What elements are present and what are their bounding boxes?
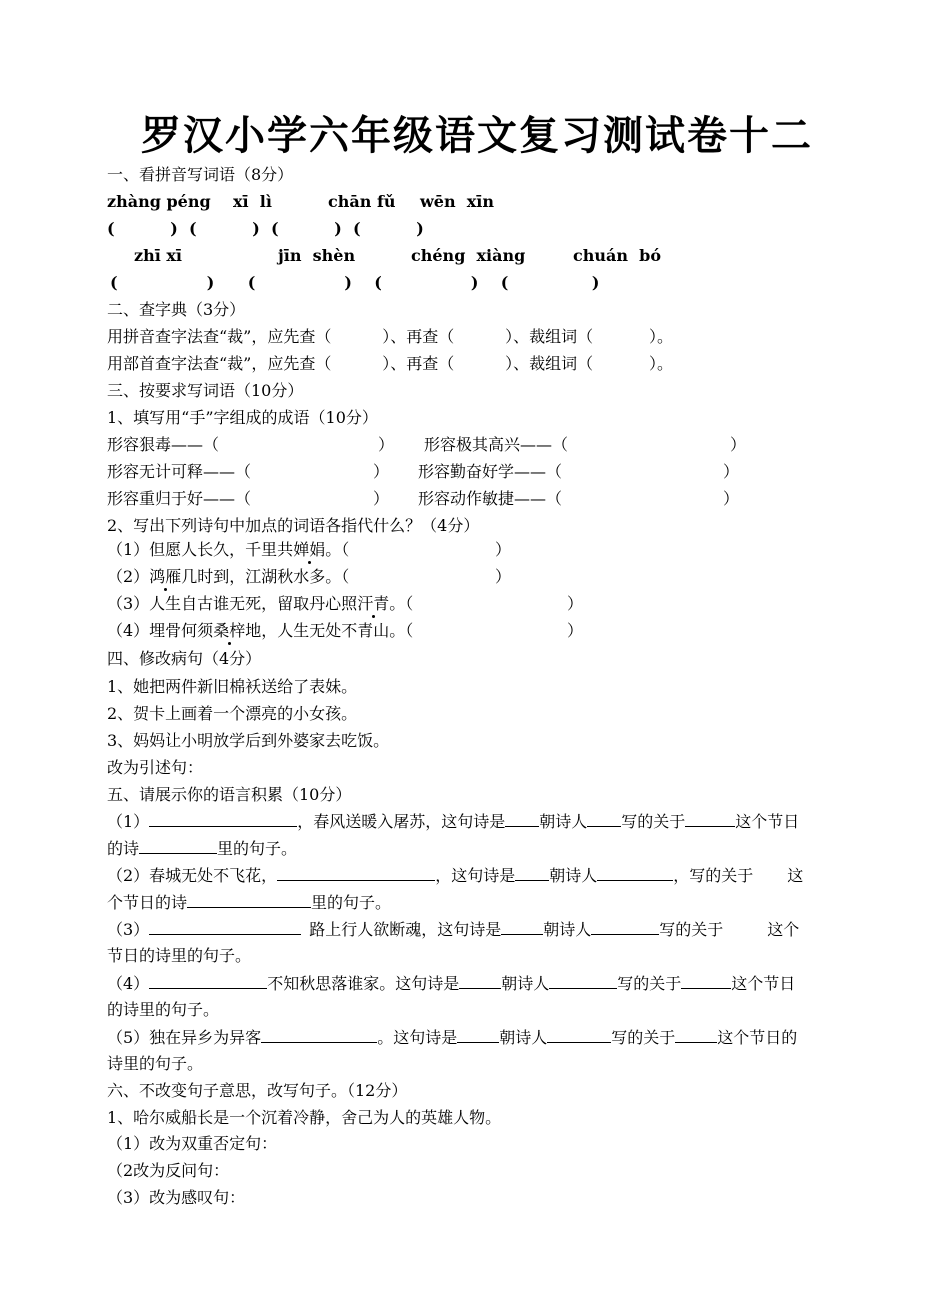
- dictionary-radical-line[interactable]: 用部首查字法查“裁”，应先查（ ）、再查（ ）、裁组词（ ）。: [107, 354, 674, 373]
- answer-parens-row1[interactable]: ( ) ( ) ( ) ( ): [107, 219, 424, 238]
- answer-blank[interactable]: [597, 864, 673, 881]
- poem-text: 。（: [325, 540, 350, 559]
- pinyin-2: xī lì: [233, 192, 272, 211]
- poem-blank-4-cont: 的诗里的句子。: [107, 1000, 220, 1019]
- idiom-prompt: 形容无计可释——（: [107, 462, 252, 481]
- idiom-prompt: 形容动作敏捷——（: [418, 489, 563, 508]
- poem-line-4: [107, 620, 413, 642]
- section-2-heading: 二、查字典（3分）: [107, 300, 246, 319]
- close-paren: ）: [730, 435, 747, 454]
- close-paren: ）: [723, 462, 740, 481]
- section-3-heading: 三、按要求写词语（10分）: [107, 381, 304, 400]
- question-3-1: 1、填写用“手”字组成的成语（10分）: [107, 408, 378, 427]
- poem-text: （4）埋骨何须: [107, 621, 214, 640]
- text: 这个节日: [731, 974, 796, 993]
- poem-blank-1[interactable]: [107, 810, 799, 833]
- answer-blank[interactable]: [459, 972, 501, 989]
- idiom-prompt: 形容极其高兴——（: [424, 435, 569, 454]
- idiom-prompt: 形容狠毒——（: [107, 435, 220, 454]
- page-title: 罗汉小学六年级语文复习测试卷十二: [141, 112, 813, 159]
- pinyin-3: chān fǔ: [328, 192, 396, 211]
- answer-blank[interactable]: [149, 972, 267, 989]
- rewrite-rhetorical-question[interactable]: （2改为反问句：: [107, 1161, 230, 1180]
- question-3-2: 2、写出下列诗句中加点的词语各指代什么？（4分）: [107, 516, 480, 535]
- text: （5）独在异乡为异客: [107, 1028, 262, 1047]
- pinyin-6: jīn shèn: [278, 246, 356, 265]
- text: （4）: [107, 974, 150, 993]
- sentence-1: 1、她把两件新旧棉袄送给了表妹。: [107, 677, 358, 696]
- idiom-prompt: 形容重归于好——（: [107, 489, 252, 508]
- text: 不知秋思落谁家。这句诗是: [267, 974, 460, 993]
- text: 个节日的诗: [107, 893, 188, 912]
- text: 这个节日: [735, 812, 800, 831]
- text: 这个: [767, 920, 800, 939]
- pinyin-4: wēn xīn: [420, 192, 494, 211]
- text: 写的关于: [617, 974, 682, 993]
- answer-blank[interactable]: [457, 1026, 499, 1043]
- text: 这: [787, 866, 804, 885]
- answer-blank[interactable]: [681, 972, 731, 989]
- dictionary-pinyin-line[interactable]: 用拼音查字法查“裁”，应先查（ ）、再查（ ）、裁组词（ ）。: [107, 327, 674, 346]
- text: 写的关于: [621, 812, 686, 831]
- text: （2）春城无处不飞花，: [107, 866, 278, 885]
- text: 里的句子。: [217, 839, 298, 858]
- answer-blank[interactable]: [549, 972, 617, 989]
- answer-blank[interactable]: [149, 810, 297, 827]
- text: 这个节日的: [717, 1028, 798, 1047]
- pinyin-5: zhī xī: [134, 246, 182, 265]
- text: 的诗: [107, 839, 140, 858]
- poem-line-3: [107, 593, 413, 615]
- poem-blank-1-cont[interactable]: [107, 837, 297, 860]
- poem-blank-5-cont: 诗里的句子。: [107, 1054, 204, 1073]
- text: 朝诗人: [549, 866, 598, 885]
- rewrite-double-negative[interactable]: （1）改为双重否定句：: [107, 1134, 278, 1153]
- dotted-word: 婵娟: [293, 540, 326, 559]
- question-6-1: 1、哈尔威船长是一个沉着冷静，舍己为人的英雄人物。: [107, 1108, 502, 1127]
- text: 写的关于: [611, 1028, 676, 1047]
- sentence-3: 3、妈妈让小明放学后到外婆家去吃饭。: [107, 731, 390, 750]
- text: 朝诗人: [499, 1028, 548, 1047]
- answer-blank[interactable]: [505, 810, 539, 827]
- answer-blank[interactable]: [187, 891, 311, 908]
- poem-text: （2）: [107, 567, 150, 586]
- answer-blank[interactable]: [261, 1026, 377, 1043]
- answer-blank[interactable]: [591, 918, 659, 935]
- poem-line-1: [107, 539, 349, 561]
- poem-blank-2-cont[interactable]: [107, 891, 391, 914]
- pinyin-1: zhàng péng: [107, 192, 211, 211]
- poem-line-2: [107, 566, 349, 588]
- close-paren: ）: [567, 594, 584, 613]
- close-paren: ）: [373, 462, 390, 481]
- text: ，这句诗是: [435, 866, 516, 885]
- poem-blank-3[interactable]: [107, 918, 799, 941]
- poem-blank-2[interactable]: [107, 864, 803, 887]
- pinyin-8: chuán bó: [573, 246, 662, 265]
- text: ，春风送暖入屠苏，这句诗是: [297, 812, 506, 831]
- poem-text: 几时到，江湖秋水多。（: [181, 567, 350, 586]
- answer-parens-row2[interactable]: ( ) ( ) ( ) ( ): [110, 273, 600, 292]
- close-paren: ）: [495, 540, 512, 559]
- dotted-word: 汗青: [357, 594, 390, 613]
- text: 朝诗人: [501, 974, 550, 993]
- poem-blank-5[interactable]: [107, 1026, 797, 1049]
- answer-blank[interactable]: [515, 864, 549, 881]
- poem-text: （1）但愿人长久，千里共: [107, 540, 294, 559]
- close-paren: ）: [723, 489, 740, 508]
- text: 。这句诗是: [377, 1028, 458, 1047]
- poem-text: （3）人生自古谁无死，留取丹心照: [107, 594, 358, 613]
- close-paren: ）: [373, 489, 390, 508]
- pinyin-7: chéng xiàng: [411, 246, 526, 265]
- poem-text: 。（: [389, 594, 414, 613]
- sentence-2: 2、贺卡上画着一个漂亮的小女孩。: [107, 704, 358, 723]
- section-4-heading: 四、修改病句（4分）: [107, 649, 262, 668]
- close-paren: ）: [378, 435, 395, 454]
- text: （1）: [107, 812, 150, 831]
- text: 朝诗人: [539, 812, 588, 831]
- text: （3）: [107, 920, 150, 939]
- answer-blank[interactable]: [675, 1026, 717, 1043]
- answer-blank[interactable]: [277, 864, 435, 881]
- section-6-heading: 六、不改变句子意思，改写句子。（12分）: [107, 1081, 408, 1100]
- answer-blank[interactable]: [149, 918, 301, 935]
- dotted-word: 鸿雁: [149, 567, 182, 586]
- text: ，写的关于: [673, 866, 754, 885]
- close-paren: ）: [495, 567, 512, 586]
- close-paren: ）: [567, 621, 584, 640]
- answer-blank[interactable]: [587, 810, 621, 827]
- text: 里的句子。: [311, 893, 392, 912]
- dotted-word: 桑梓: [213, 621, 246, 640]
- section-5-heading: 五、请展示你的语言积累（10分）: [107, 785, 352, 804]
- text: 朝诗人: [543, 920, 592, 939]
- answer-blank[interactable]: [685, 810, 735, 827]
- text: 写的关于: [659, 920, 724, 939]
- rewrite-prompt: 改为引述句：: [107, 758, 204, 777]
- answer-blank[interactable]: [501, 918, 543, 935]
- poem-blank-3-cont: 节日的诗里的句子。: [107, 946, 252, 965]
- idiom-prompt: 形容勤奋好学——（: [418, 462, 563, 481]
- answer-blank[interactable]: [547, 1026, 611, 1043]
- section-1-heading: 一、看拼音写词语（8分）: [107, 165, 294, 184]
- poem-text: 地，人生无处不青山。（: [245, 621, 414, 640]
- text: 路上行人欲断魂，这句诗是: [309, 920, 502, 939]
- poem-blank-4[interactable]: [107, 972, 795, 995]
- answer-blank[interactable]: [139, 837, 217, 854]
- rewrite-exclamation[interactable]: （3）改为感叹句：: [107, 1188, 246, 1207]
